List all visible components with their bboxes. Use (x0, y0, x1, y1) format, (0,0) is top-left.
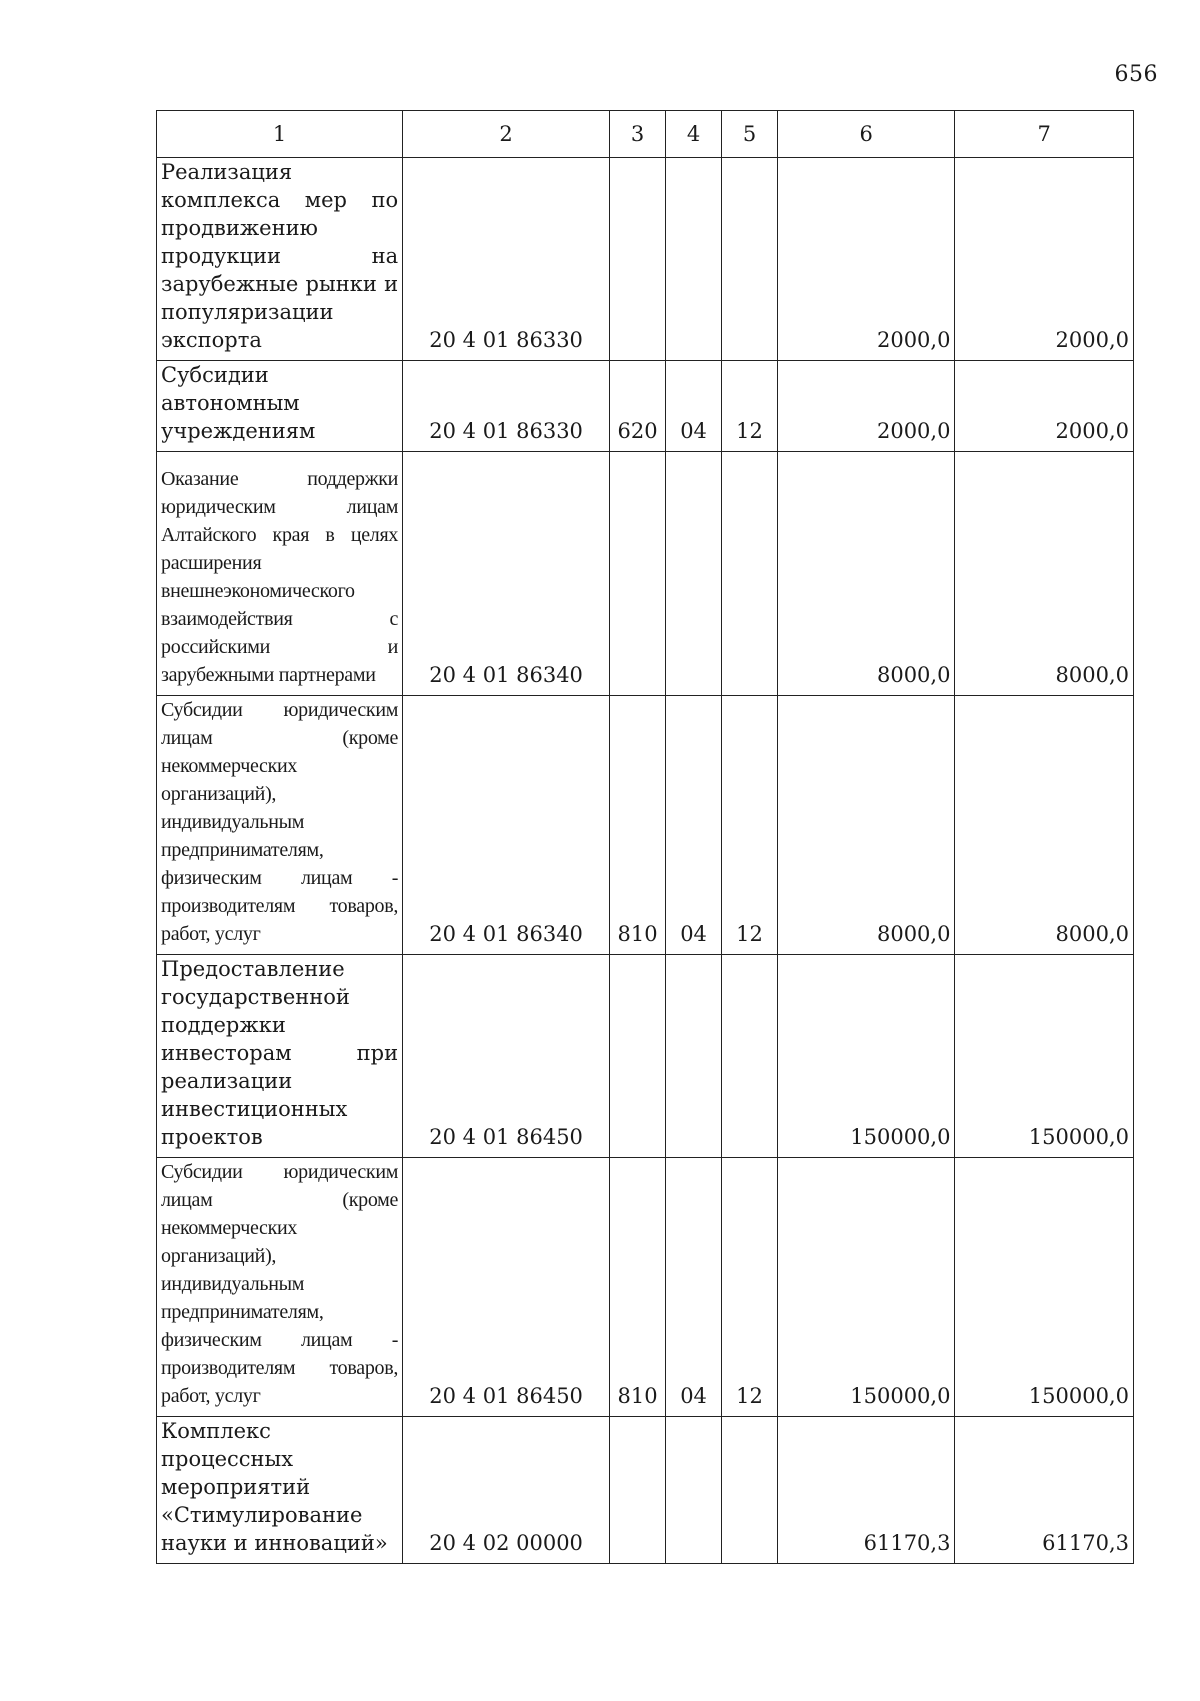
row-col3 (610, 955, 666, 1158)
row-code: 20 4 02 00000 (403, 1417, 610, 1564)
row-col5: 12 (722, 1158, 778, 1417)
row-col6: 8000,0 (778, 696, 955, 955)
table-row (157, 955, 1134, 1158)
row-code: 20 4 01 86340 (403, 452, 610, 696)
row-col7: 150000,0 (955, 955, 1134, 1158)
column-header-5: 5 (722, 111, 778, 158)
row-col3 (610, 452, 666, 696)
row-col5 (722, 1417, 778, 1564)
row-col6: 61170,3 (778, 1417, 955, 1564)
page-number: 656 (1114, 62, 1158, 87)
row-code: 20 4 01 86450 (403, 1158, 610, 1417)
row-col7: 2000,0 (955, 361, 1134, 452)
row-name: Субсидии юридическим лицам (кроме некоммерческих организаций), индивидуальным предпринимателям, физическим лицам - производителям товаров, работ, услуг (157, 696, 403, 955)
row-col5: 12 (722, 696, 778, 955)
row-col6: 150000,0 (778, 1158, 955, 1417)
row-code: 20 4 01 86450 (403, 955, 610, 1158)
row-name: Предоставление государственной поддержки инвесторам при реализации инвестиционных проектов (157, 955, 403, 1158)
row-col6: 150000,0 (778, 955, 955, 1158)
row-col6: 8000,0 (778, 452, 955, 696)
row-col6: 2000,0 (778, 361, 955, 452)
row-col3 (610, 158, 666, 361)
row-col7: 8000,0 (955, 452, 1134, 696)
row-col4 (666, 955, 722, 1158)
column-header-7: 7 (955, 111, 1134, 158)
row-col5 (722, 955, 778, 1158)
row-name: Оказание поддержки юридическим лицам Алтайского края в целях расширения внешнеэкономического взаимодействия с российскими и зарубежными партнерами (157, 452, 403, 696)
table-row (157, 158, 1134, 361)
row-col5: 12 (722, 361, 778, 452)
table-row (157, 361, 1134, 452)
table-row (157, 1158, 1134, 1417)
row-col5 (722, 452, 778, 696)
table-row (157, 696, 1134, 955)
row-col3: 810 (610, 696, 666, 955)
row-code: 20 4 01 86340 (403, 696, 610, 955)
budget-table (156, 110, 1134, 1564)
row-col3 (610, 1417, 666, 1564)
column-header-1: 1 (157, 111, 403, 158)
row-col7: 150000,0 (955, 1158, 1134, 1417)
row-col7: 8000,0 (955, 696, 1134, 955)
column-header-2: 2 (403, 111, 610, 158)
row-col4 (666, 1417, 722, 1564)
row-col4: 04 (666, 696, 722, 955)
row-col3: 620 (610, 361, 666, 452)
row-name: Реализация комплекса мер по продвижению продукции на зарубежные рынки и популяризации экспорта (157, 158, 403, 361)
row-name: Субсидии автономным учреждениям (157, 361, 403, 452)
row-col5 (722, 158, 778, 361)
row-code: 20 4 01 86330 (403, 361, 610, 452)
table-row (157, 452, 1134, 696)
column-header-6: 6 (778, 111, 955, 158)
row-col7: 61170,3 (955, 1417, 1134, 1564)
row-code: 20 4 01 86330 (403, 158, 610, 361)
row-name: Субсидии юридическим лицам (кроме некоммерческих организаций), индивидуальным предпринимателям, физическим лицам - производителям товаров, работ, услуг (157, 1158, 403, 1417)
row-col3: 810 (610, 1158, 666, 1417)
header-row (157, 111, 1134, 158)
row-col4: 04 (666, 361, 722, 452)
row-name: Комплекс процессных мероприятий «Стимулирование науки и инноваций» (157, 1417, 403, 1564)
table-row (157, 1417, 1134, 1564)
row-col7: 2000,0 (955, 158, 1134, 361)
row-col4 (666, 158, 722, 361)
column-header-4: 4 (666, 111, 722, 158)
column-header-3: 3 (610, 111, 666, 158)
row-col4 (666, 452, 722, 696)
row-col4: 04 (666, 1158, 722, 1417)
row-col6: 2000,0 (778, 158, 955, 361)
